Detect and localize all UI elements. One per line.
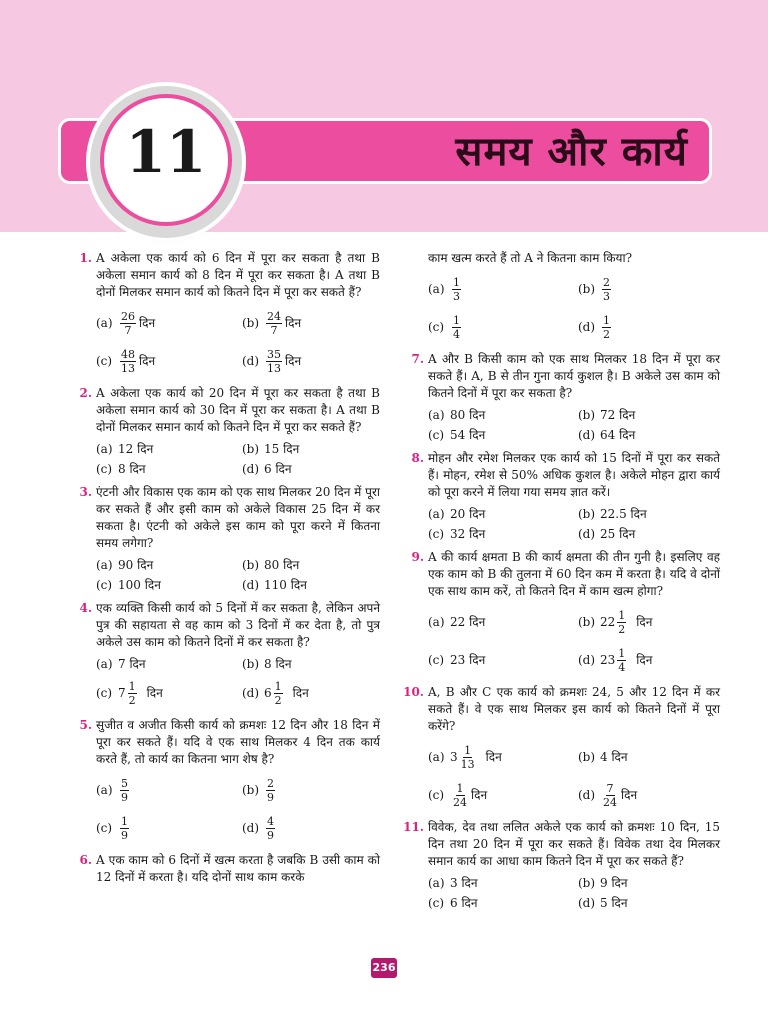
answer-option	[242, 343, 380, 379]
option-unit: दिन	[139, 315, 156, 330]
option-label: (a)	[96, 656, 113, 671]
answer-option	[578, 874, 720, 892]
fraction-numerator: 1	[456, 781, 464, 795]
answer-option	[96, 556, 234, 574]
answer-option	[242, 675, 380, 711]
option-text: 110 दिन	[264, 577, 307, 592]
answer-option	[242, 460, 380, 478]
answer-option	[578, 642, 720, 678]
fraction-numerator: 26	[121, 309, 135, 323]
answer-option	[428, 406, 570, 424]
question	[68, 385, 380, 436]
answer-option	[242, 655, 380, 673]
fraction-denominator: 4	[618, 660, 626, 674]
option-label: (a)	[428, 506, 445, 521]
option-label: (c)	[96, 685, 113, 700]
option-label: (b)	[578, 281, 596, 296]
question-text: A एक काम को 6 दिनों में खत्म करता है जबकि B उसी काम को 12 दिनों में करता है। यदि दोनों साथ काम करके	[96, 853, 380, 884]
fraction-denominator: 13	[267, 361, 281, 375]
option-fraction	[266, 777, 275, 804]
fraction-denominator: 3	[603, 289, 610, 303]
option-text: 54 दिन	[450, 427, 486, 442]
option-unit: दिन	[471, 787, 488, 802]
fraction-denominator: 2	[274, 693, 282, 707]
answer-option	[428, 309, 570, 345]
option-label: (a)	[428, 875, 445, 890]
option-label: (c)	[96, 353, 113, 368]
option-label: (c)	[96, 820, 113, 835]
answer-option	[578, 271, 720, 307]
option-unit: दिन	[285, 353, 302, 368]
answer-option	[242, 576, 380, 594]
answer-option	[242, 810, 380, 846]
question	[68, 717, 380, 768]
option-label: (d)	[242, 461, 260, 476]
chapter-banner	[0, 0, 768, 232]
answer-option	[96, 655, 234, 673]
option-text: 8 दिन	[118, 461, 146, 476]
question	[68, 600, 380, 651]
option-fraction	[120, 310, 136, 337]
question	[68, 484, 380, 552]
option-label: (c)	[428, 787, 445, 802]
answer-option	[96, 772, 234, 808]
option-fraction	[460, 744, 476, 771]
option-label: (c)	[96, 577, 113, 592]
answer-option	[428, 271, 570, 307]
fraction-numerator: 7	[606, 781, 614, 795]
option-fraction	[128, 680, 137, 707]
option-text: 12 दिन	[118, 441, 154, 456]
question-text: सुजीत व अजीत किसी कार्य को क्रमशः 12 दिन और 18 दिन में पूरा कर सकते हैं। यदि वे एक साथ मिलकर 4 दिन तक कार्य करते हैं, तो कार्य का कितना भाग शेष है?	[96, 718, 380, 766]
option-fraction	[602, 782, 618, 809]
option-label: (a)	[428, 749, 445, 764]
question-options	[68, 655, 380, 711]
question-number: 6.	[79, 853, 92, 867]
question	[400, 549, 720, 600]
answer-option	[428, 642, 570, 678]
option-unit: दिन	[292, 685, 309, 700]
fraction-denominator: 2	[603, 327, 610, 341]
question-text: एक व्यक्ति किसी कार्य को 5 दिनों में कर सकता है, लेकिन अपने पुत्र की सहायता से वह काम को 3 दिनों में कर देता है, तो पुत्र अकेले उस काम को कितने दिनों में कर सकता है?	[96, 601, 380, 649]
fraction-denominator: 24	[453, 795, 467, 809]
option-label: (c)	[428, 526, 445, 541]
fraction-denominator: 9	[121, 790, 128, 804]
fraction-denominator: 4	[453, 327, 460, 341]
question-number: 1.	[79, 251, 92, 265]
question-text: मोहन और रमेश मिलकर एक कार्य को 15 दिनों में पूरा कर सकते हैं। मोहन, रमेश से 50% अधिक कुशल है। अकेले मोहन द्वारा कार्य को पूरा करने में लिया गया समय ज्ञात करें।	[428, 451, 720, 499]
fraction-numerator: 2	[267, 776, 274, 790]
option-whole: 23	[600, 652, 616, 667]
option-label: (b)	[242, 782, 260, 797]
option-fraction	[266, 348, 282, 375]
option-text: 80 दिन	[450, 407, 486, 422]
question-number: 11.	[403, 820, 424, 834]
answer-option	[578, 426, 720, 444]
option-text: 72 दिन	[600, 407, 636, 422]
answer-option	[578, 739, 720, 775]
answer-option	[96, 305, 234, 341]
option-label: (d)	[242, 685, 260, 700]
option-label: (c)	[428, 895, 445, 910]
fraction-numerator: 1	[121, 814, 128, 828]
question-options	[68, 440, 380, 478]
option-text: 90 दिन	[118, 557, 154, 572]
option-text: 8 दिन	[264, 656, 292, 671]
option-label: (c)	[428, 319, 445, 334]
answer-option	[578, 777, 720, 813]
question-number: 9.	[411, 550, 424, 564]
chapter-number: 11	[125, 118, 207, 186]
option-whole: 3	[450, 749, 458, 764]
option-label: (b)	[242, 441, 260, 456]
option-label: (a)	[428, 281, 445, 296]
answer-option	[578, 505, 720, 523]
question	[68, 250, 380, 301]
question-text: A, B और C एक कार्य को क्रमशः 24, 5 और 12 दिन में कर सकते हैं। वे एक साथ मिलकर इस कार्य को कितने दिनों में पूरा करेंगे?	[428, 685, 720, 733]
right-column	[400, 250, 720, 918]
option-fraction	[120, 348, 136, 375]
option-fraction	[602, 314, 611, 341]
left-column	[68, 250, 380, 892]
answer-option	[428, 777, 570, 813]
option-label: (d)	[578, 787, 596, 802]
answer-option	[428, 505, 570, 523]
option-fraction	[452, 276, 461, 303]
option-label: (a)	[96, 315, 113, 330]
answer-option	[242, 305, 380, 341]
question-options	[400, 874, 720, 912]
fraction-numerator: 1	[453, 313, 460, 327]
option-label: (a)	[428, 614, 445, 629]
option-text: 3 दिन	[450, 875, 478, 890]
option-text: 80 दिन	[264, 557, 300, 572]
option-label: (d)	[242, 353, 260, 368]
answer-option	[428, 894, 570, 912]
option-label: (d)	[242, 577, 260, 592]
question-text: A की कार्य क्षमता B की कार्य क्षमता की तीन गुनी है। इसलिए वह एक काम को B की तुलना में 60 दिन कम में करता है। यदि वे दोनों एक साथ काम करें, तो कितने दिन में काम खत्म होगा?	[428, 550, 720, 598]
option-text: 64 दिन	[600, 427, 636, 442]
answer-option	[428, 525, 570, 543]
answer-option	[578, 309, 720, 345]
fraction-denominator: 2	[128, 693, 136, 707]
option-text: 22.5 दिन	[600, 506, 647, 521]
question-number: 5.	[79, 718, 92, 732]
option-text: 9 दिन	[600, 875, 628, 890]
fraction-denominator: 7	[124, 323, 132, 337]
option-fraction	[452, 314, 461, 341]
answer-option	[96, 675, 234, 711]
fraction-denominator: 13	[460, 757, 475, 771]
fraction-denominator: 3	[453, 289, 460, 303]
question-number: 3.	[79, 485, 92, 499]
option-text: 32 दिन	[450, 526, 486, 541]
question	[400, 684, 720, 735]
option-unit: दिन	[139, 353, 156, 368]
question	[400, 450, 720, 501]
option-label: (c)	[428, 427, 445, 442]
option-unit: दिन	[485, 749, 502, 764]
answer-option	[242, 556, 380, 574]
fraction-numerator: 1	[603, 313, 610, 327]
option-label: (a)	[96, 441, 113, 456]
fraction-denominator: 24	[603, 795, 617, 809]
question-text: A अकेला एक कार्य को 6 दिन में पूरा कर सकता है तथा B अकेला समान कार्य को 8 दिन में पूरा कर सकता है। A तथा B दोनों मिलकर समान कार्य को कितने दिन में पूरा कर सकते हैं?	[96, 251, 380, 299]
option-label: (b)	[242, 557, 260, 572]
answer-option	[96, 576, 234, 594]
option-label: (c)	[428, 652, 445, 667]
fraction-numerator: 1	[453, 275, 460, 289]
answer-option	[242, 440, 380, 458]
option-text: 22 दिन	[450, 614, 486, 629]
fraction-numerator: 2	[603, 275, 610, 289]
option-label: (b)	[578, 875, 596, 890]
option-text: 5 दिन	[600, 895, 628, 910]
option-label: (a)	[96, 557, 113, 572]
option-unit: दिन	[621, 787, 638, 802]
question-text: विवेक, देव तथा ललित अकेले एक कार्य को क्रमशः 10 दिन, 15 दिन तथा 20 दिन में पूरा कर सकते हैं। विवेक तथा देव मिलकर समान कार्य का आधा काम कितने दिन में पूरा कर सकते हैं?	[428, 820, 720, 868]
option-fraction	[452, 782, 468, 809]
option-label: (d)	[578, 427, 596, 442]
fraction-numerator: 35	[267, 347, 281, 361]
option-fraction	[266, 815, 275, 842]
question-options	[68, 305, 380, 379]
option-text: 15 दिन	[264, 441, 300, 456]
option-label: (a)	[96, 782, 113, 797]
option-label: (b)	[242, 656, 260, 671]
option-fraction	[120, 815, 129, 842]
answer-option	[96, 460, 234, 478]
option-label: (b)	[578, 614, 596, 629]
question	[400, 351, 720, 402]
fraction-numerator: 1	[128, 679, 136, 693]
question-options	[68, 556, 380, 594]
question-options	[400, 505, 720, 543]
right-questions	[400, 351, 720, 912]
option-text: 6 दिन	[450, 895, 478, 910]
answer-option	[428, 874, 570, 892]
option-text: 23 दिन	[450, 652, 486, 667]
continuation-options	[400, 271, 720, 345]
answer-option	[428, 604, 570, 640]
option-fraction	[266, 310, 282, 337]
option-text: 100 दिन	[118, 577, 161, 592]
fraction-numerator: 1	[618, 608, 626, 622]
option-fraction	[602, 276, 611, 303]
option-whole: 22	[600, 614, 616, 629]
option-label: (d)	[578, 319, 596, 334]
fraction-numerator: 1	[464, 743, 472, 757]
fraction-numerator: 1	[274, 679, 282, 693]
question-number: 4.	[79, 601, 92, 615]
question-text: A अकेला एक कार्य को 20 दिन में पूरा कर सकता है तथा B अकेला समान कार्य को 30 दिन में पूरा कर सकता है। A तथा B दोनों मिलकर समान कार्य को कितने दिन में पूरा कर सकते हैं?	[96, 386, 380, 434]
fraction-denominator: 9	[267, 790, 274, 804]
question-options	[400, 406, 720, 444]
answer-option	[578, 525, 720, 543]
fraction-numerator: 24	[267, 309, 281, 323]
question-options	[400, 739, 720, 813]
answer-option	[578, 894, 720, 912]
fraction-numerator: 4	[267, 814, 274, 828]
question-number: 8.	[411, 451, 424, 465]
answer-option	[428, 739, 570, 775]
option-label: (d)	[578, 526, 596, 541]
option-unit: दिन	[146, 685, 163, 700]
option-text: 6 दिन	[264, 461, 292, 476]
option-unit: दिन	[636, 614, 653, 629]
option-unit: दिन	[636, 652, 653, 667]
question-continuation: काम खत्म करते हैं तो A ने कितना काम किया?	[428, 251, 633, 265]
option-whole: 7	[118, 685, 126, 700]
question	[68, 852, 380, 886]
option-fraction	[120, 777, 129, 804]
option-label: (d)	[578, 652, 596, 667]
answer-option	[96, 810, 234, 846]
fraction-numerator: 1	[618, 646, 626, 660]
option-fraction	[617, 647, 626, 674]
answer-option	[242, 772, 380, 808]
option-text: 7 दिन	[118, 656, 146, 671]
option-label: (d)	[578, 895, 596, 910]
option-label: (b)	[242, 315, 260, 330]
question-number: 7.	[411, 352, 424, 366]
fraction-denominator: 9	[267, 828, 274, 842]
chapter-title: समय और कार्य	[455, 128, 688, 175]
option-text: 20 दिन	[450, 506, 486, 521]
answer-option	[578, 406, 720, 424]
fraction-numerator: 48	[121, 347, 135, 361]
option-text: 25 दिन	[600, 526, 636, 541]
page-number: 236	[371, 958, 397, 978]
option-label: (b)	[578, 749, 596, 764]
fraction-denominator: 7	[270, 323, 278, 337]
option-label: (d)	[242, 820, 260, 835]
answer-option	[428, 426, 570, 444]
fraction-denominator: 13	[121, 361, 135, 375]
option-label: (c)	[96, 461, 113, 476]
option-label: (b)	[578, 506, 596, 521]
question-text: एंटनी और विकास एक काम को एक साथ मिलकर 20 दिन में पूरा कर सकते हैं और इसी काम को अकेले विकास 25 दिन में कर सकता है। एंटनी को अकेले इस काम को पूरा करने में कितना समय लगेगा?	[96, 485, 381, 550]
answer-option	[578, 604, 720, 640]
option-whole: 6	[264, 685, 272, 700]
fraction-denominator: 2	[618, 622, 626, 636]
option-fraction	[617, 609, 626, 636]
question-options	[400, 604, 720, 678]
question-number: 10.	[403, 685, 424, 699]
option-unit: दिन	[285, 315, 302, 330]
question-number: 2.	[79, 386, 92, 400]
fraction-denominator: 9	[121, 828, 128, 842]
question	[400, 819, 720, 870]
answer-option	[96, 343, 234, 379]
option-fraction	[274, 680, 283, 707]
option-label: (b)	[578, 407, 596, 422]
option-text: 4 दिन	[600, 749, 628, 764]
option-label: (a)	[428, 407, 445, 422]
question-text: A और B किसी काम को एक साथ मिलकर 18 दिन में पूरा कर सकते हैं। A, B से तीन गुना कार्य कुशल है। B अकेले उस काम को कितने दिनों में पूरा कर सकता है?	[428, 352, 720, 400]
answer-option	[96, 440, 234, 458]
question-options	[68, 772, 380, 846]
fraction-numerator: 5	[121, 776, 128, 790]
